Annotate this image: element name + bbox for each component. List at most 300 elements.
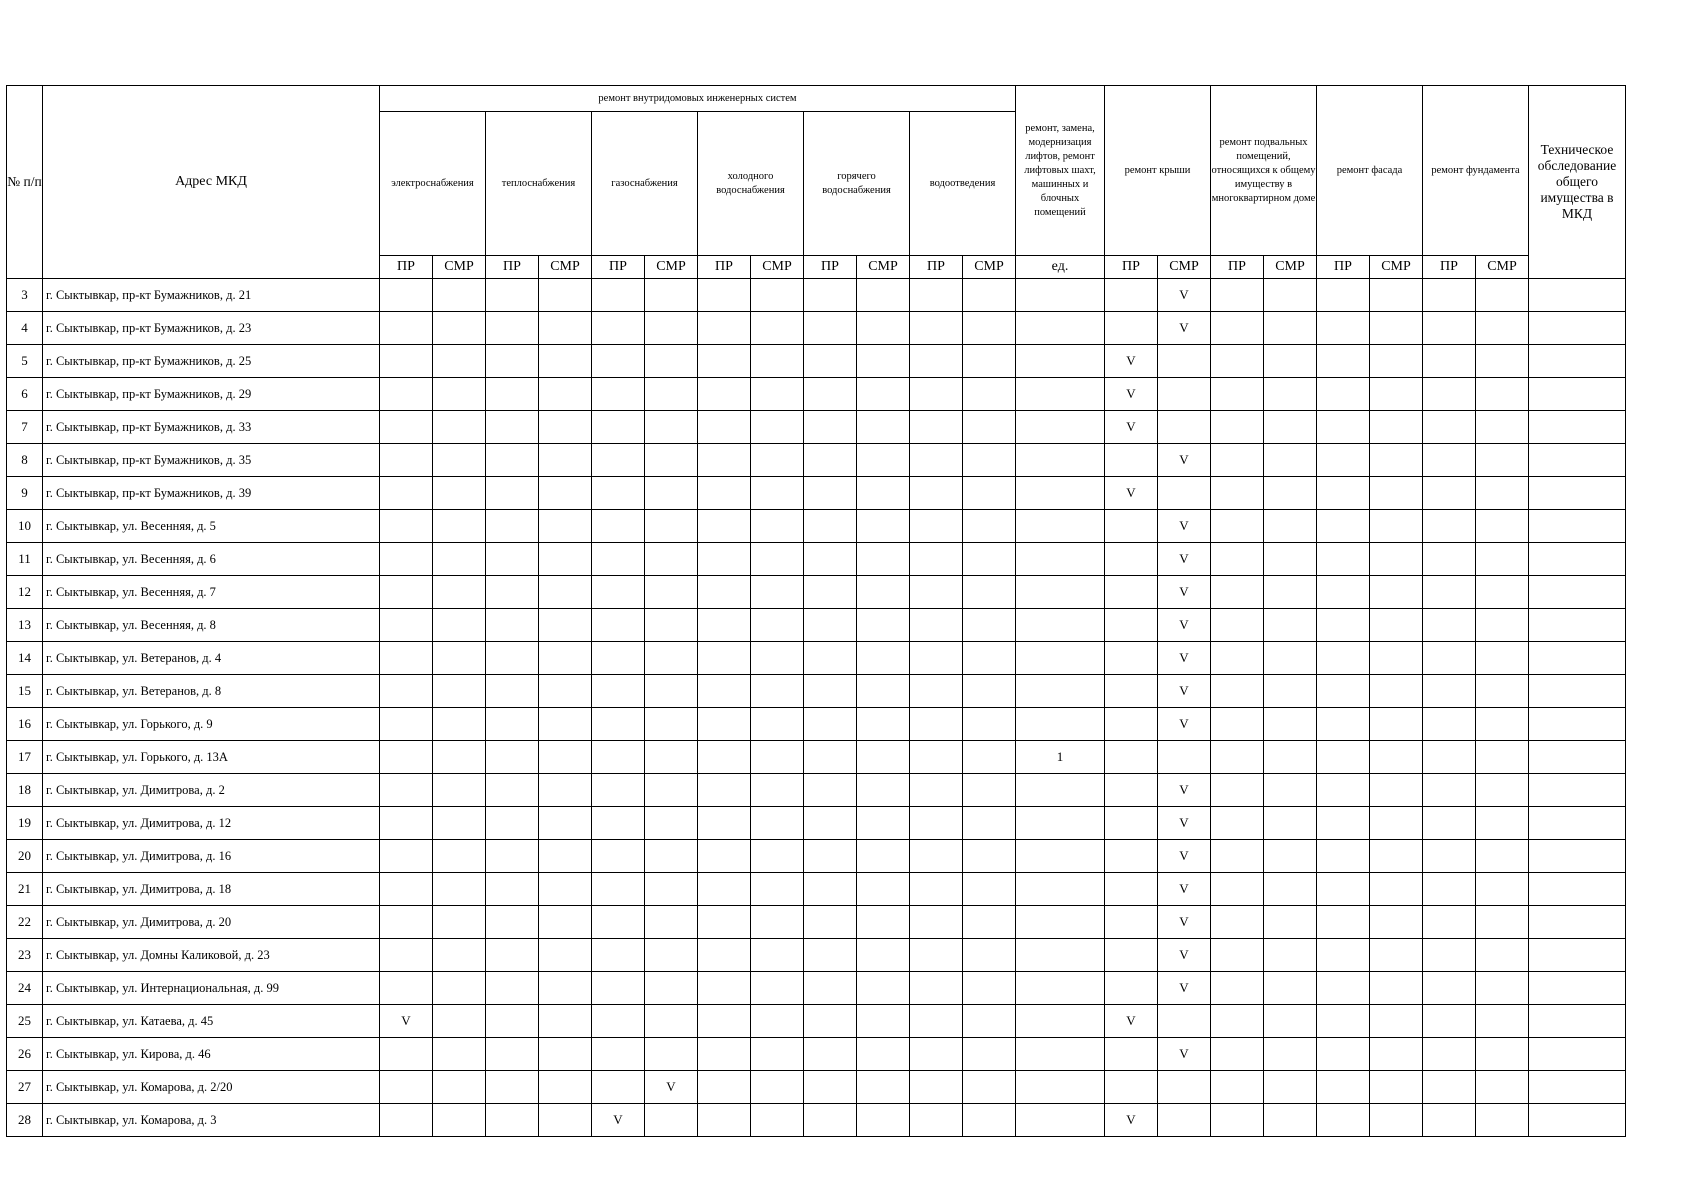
- empty-cell: [1423, 807, 1476, 840]
- empty-cell: [1264, 741, 1317, 774]
- pr-header: ПР: [910, 256, 963, 279]
- empty-cell: [1211, 708, 1264, 741]
- empty-cell: [804, 576, 857, 609]
- table-row: [7, 906, 1626, 939]
- empty-cell: [1317, 1104, 1370, 1137]
- empty-cell: [1264, 972, 1317, 1005]
- empty-cell: [804, 312, 857, 345]
- empty-cell: [1016, 411, 1105, 444]
- row-number: 23: [7, 939, 43, 972]
- empty-cell: [1016, 1038, 1105, 1071]
- empty-cell: [910, 939, 963, 972]
- empty-cell: [645, 444, 698, 477]
- empty-cell: [1529, 1005, 1626, 1038]
- empty-cell: [645, 1005, 698, 1038]
- empty-cell: [910, 708, 963, 741]
- smr-header: СМР: [433, 256, 486, 279]
- empty-cell: [486, 807, 539, 840]
- empty-cell: [804, 741, 857, 774]
- empty-cell: [1211, 1038, 1264, 1071]
- empty-cell: [910, 609, 963, 642]
- empty-cell: [1016, 675, 1105, 708]
- empty-cell: [1105, 576, 1158, 609]
- empty-cell: [1476, 939, 1529, 972]
- empty-cell: [1370, 807, 1423, 840]
- system-header: электроснабжения: [380, 112, 486, 256]
- empty-cell: [592, 609, 645, 642]
- row-number: 15: [7, 675, 43, 708]
- empty-cell: [804, 345, 857, 378]
- empty-cell: [1211, 312, 1264, 345]
- empty-cell: [486, 708, 539, 741]
- empty-cell: [1264, 840, 1317, 873]
- empty-cell: [857, 642, 910, 675]
- table-row: [7, 1005, 1626, 1038]
- work-mark: V: [1105, 1005, 1158, 1038]
- empty-cell: [645, 873, 698, 906]
- empty-cell: [1211, 840, 1264, 873]
- empty-cell: [1476, 609, 1529, 642]
- system-header: теплоснабжения: [486, 112, 592, 256]
- repair-schedule-table: [6, 85, 1626, 1137]
- empty-cell: [698, 972, 751, 1005]
- empty-cell: [910, 675, 963, 708]
- empty-cell: [1264, 873, 1317, 906]
- empty-cell: [645, 1038, 698, 1071]
- empty-cell: [592, 477, 645, 510]
- empty-cell: [645, 708, 698, 741]
- empty-cell: [1370, 279, 1423, 312]
- empty-cell: [1158, 1071, 1211, 1104]
- empty-cell: [539, 576, 592, 609]
- empty-cell: [1476, 510, 1529, 543]
- empty-cell: [804, 411, 857, 444]
- empty-cell: [1370, 510, 1423, 543]
- empty-cell: [963, 444, 1016, 477]
- pr-header: ПР: [1105, 256, 1158, 279]
- inspection-header: Техническое обследование общего имущества в МКД: [1529, 86, 1626, 279]
- empty-cell: [1264, 444, 1317, 477]
- empty-cell: [592, 972, 645, 1005]
- empty-cell: [1211, 477, 1264, 510]
- empty-cell: [1317, 675, 1370, 708]
- empty-cell: [539, 1038, 592, 1071]
- row-address: г. Сыктывкар, ул. Весенняя, д. 6: [43, 543, 380, 576]
- empty-cell: [857, 444, 910, 477]
- empty-cell: [645, 840, 698, 873]
- empty-cell: [433, 774, 486, 807]
- empty-cell: [698, 609, 751, 642]
- empty-cell: [645, 510, 698, 543]
- table-row: [7, 576, 1626, 609]
- empty-cell: [1105, 840, 1158, 873]
- empty-cell: [1423, 279, 1476, 312]
- empty-cell: [380, 411, 433, 444]
- empty-cell: [1476, 543, 1529, 576]
- empty-cell: [1158, 378, 1211, 411]
- unit-header: ед.: [1016, 256, 1105, 279]
- row-address: г. Сыктывкар, ул. Димитрова, д. 2: [43, 774, 380, 807]
- empty-cell: [1264, 708, 1317, 741]
- row-number: 18: [7, 774, 43, 807]
- work-mark: V: [1105, 345, 1158, 378]
- empty-cell: [592, 378, 645, 411]
- empty-cell: [910, 411, 963, 444]
- empty-cell: [1370, 774, 1423, 807]
- empty-cell: [433, 708, 486, 741]
- empty-cell: [963, 675, 1016, 708]
- empty-cell: [380, 840, 433, 873]
- empty-cell: [857, 939, 910, 972]
- empty-cell: [1105, 642, 1158, 675]
- empty-cell: [1105, 873, 1158, 906]
- empty-cell: [1264, 807, 1317, 840]
- empty-cell: [698, 1104, 751, 1137]
- empty-cell: [1370, 543, 1423, 576]
- empty-cell: [1476, 345, 1529, 378]
- empty-cell: [1016, 279, 1105, 312]
- row-address: г. Сыктывкар, ул. Димитрова, д. 16: [43, 840, 380, 873]
- empty-cell: [963, 939, 1016, 972]
- row-address: г. Сыктывкар, ул. Весенняя, д. 8: [43, 609, 380, 642]
- empty-cell: [698, 444, 751, 477]
- empty-cell: [910, 576, 963, 609]
- empty-cell: [1211, 609, 1264, 642]
- empty-cell: [1211, 444, 1264, 477]
- empty-cell: [804, 543, 857, 576]
- empty-cell: [433, 345, 486, 378]
- empty-cell: [1317, 609, 1370, 642]
- empty-cell: [751, 774, 804, 807]
- empty-cell: [804, 1071, 857, 1104]
- empty-cell: [751, 906, 804, 939]
- empty-cell: [380, 972, 433, 1005]
- empty-cell: [698, 708, 751, 741]
- empty-cell: [698, 576, 751, 609]
- empty-cell: [433, 675, 486, 708]
- empty-cell: [1529, 1071, 1626, 1104]
- empty-cell: [698, 510, 751, 543]
- empty-cell: [910, 873, 963, 906]
- empty-cell: [1370, 906, 1423, 939]
- empty-cell: [1317, 741, 1370, 774]
- empty-cell: [804, 939, 857, 972]
- empty-cell: [1370, 939, 1423, 972]
- empty-cell: [963, 279, 1016, 312]
- empty-cell: [645, 1104, 698, 1137]
- pr-header: ПР: [1317, 256, 1370, 279]
- row-address: г. Сыктывкар, ул. Весенняя, д. 5: [43, 510, 380, 543]
- empty-cell: [433, 477, 486, 510]
- empty-cell: [963, 774, 1016, 807]
- empty-cell: [963, 873, 1016, 906]
- empty-cell: [592, 576, 645, 609]
- empty-cell: [1529, 345, 1626, 378]
- empty-cell: [1264, 939, 1317, 972]
- work-mark: V: [1158, 807, 1211, 840]
- empty-cell: [1105, 1071, 1158, 1104]
- empty-cell: [1317, 1071, 1370, 1104]
- empty-cell: [1370, 378, 1423, 411]
- empty-cell: [1317, 807, 1370, 840]
- empty-cell: [1423, 411, 1476, 444]
- empty-cell: [380, 708, 433, 741]
- work-mark: V: [1158, 609, 1211, 642]
- work-mark: V: [1158, 543, 1211, 576]
- empty-cell: [1423, 312, 1476, 345]
- work-mark: V: [645, 1071, 698, 1104]
- pr-header: ПР: [804, 256, 857, 279]
- empty-cell: [1476, 807, 1529, 840]
- empty-cell: [698, 543, 751, 576]
- empty-cell: [963, 411, 1016, 444]
- empty-cell: [1423, 1071, 1476, 1104]
- empty-cell: [1264, 774, 1317, 807]
- empty-cell: [698, 741, 751, 774]
- empty-cell: [486, 642, 539, 675]
- empty-cell: [1264, 675, 1317, 708]
- basement-header: ремонт подвальных помещений, относящихся к общему имуществу в многоквартирном доме: [1211, 86, 1317, 256]
- empty-cell: [1264, 411, 1317, 444]
- empty-cell: [1529, 1104, 1626, 1137]
- empty-cell: [1476, 774, 1529, 807]
- empty-cell: [539, 675, 592, 708]
- empty-cell: [1423, 1005, 1476, 1038]
- empty-cell: [1317, 972, 1370, 1005]
- row-number: 3: [7, 279, 43, 312]
- empty-cell: [1211, 543, 1264, 576]
- work-mark: V: [1158, 312, 1211, 345]
- empty-cell: [1317, 576, 1370, 609]
- empty-cell: [1105, 675, 1158, 708]
- empty-cell: [1211, 939, 1264, 972]
- empty-cell: [1016, 345, 1105, 378]
- empty-cell: [539, 510, 592, 543]
- empty-cell: [592, 1005, 645, 1038]
- empty-cell: [592, 444, 645, 477]
- row-address: г. Сыктывкар, ул. Кирова, д. 46: [43, 1038, 380, 1071]
- empty-cell: [380, 543, 433, 576]
- empty-cell: [857, 741, 910, 774]
- empty-cell: [751, 411, 804, 444]
- empty-cell: [592, 642, 645, 675]
- empty-cell: [1423, 840, 1476, 873]
- engineering-group-header: ремонт внутридомовых инженерных систем: [380, 86, 1016, 112]
- empty-cell: [1016, 1071, 1105, 1104]
- empty-cell: [1476, 1104, 1529, 1137]
- empty-cell: [963, 576, 1016, 609]
- empty-cell: [539, 1104, 592, 1137]
- empty-cell: [539, 411, 592, 444]
- empty-cell: [1016, 939, 1105, 972]
- empty-cell: [698, 906, 751, 939]
- empty-cell: [433, 444, 486, 477]
- empty-cell: [1016, 609, 1105, 642]
- empty-cell: [751, 378, 804, 411]
- empty-cell: [645, 906, 698, 939]
- empty-cell: [1370, 1104, 1423, 1137]
- empty-cell: [1105, 1038, 1158, 1071]
- empty-cell: [1423, 345, 1476, 378]
- empty-cell: [857, 411, 910, 444]
- empty-cell: [380, 279, 433, 312]
- empty-cell: [486, 972, 539, 1005]
- empty-cell: [433, 1071, 486, 1104]
- empty-cell: [910, 510, 963, 543]
- smr-header: СМР: [857, 256, 910, 279]
- table-row: [7, 345, 1626, 378]
- empty-cell: [1423, 510, 1476, 543]
- work-mark: V: [1158, 840, 1211, 873]
- empty-cell: [592, 675, 645, 708]
- empty-cell: [592, 873, 645, 906]
- empty-cell: [1105, 906, 1158, 939]
- empty-cell: [592, 840, 645, 873]
- empty-cell: [1476, 279, 1529, 312]
- empty-cell: [1317, 840, 1370, 873]
- empty-cell: [1370, 708, 1423, 741]
- empty-cell: [1016, 807, 1105, 840]
- empty-cell: [1264, 543, 1317, 576]
- empty-cell: [1105, 774, 1158, 807]
- empty-cell: [1016, 576, 1105, 609]
- empty-cell: [963, 378, 1016, 411]
- empty-cell: [910, 642, 963, 675]
- empty-cell: [804, 609, 857, 642]
- empty-cell: [380, 642, 433, 675]
- empty-cell: [857, 510, 910, 543]
- empty-cell: [1211, 807, 1264, 840]
- empty-cell: [857, 477, 910, 510]
- empty-cell: [1529, 873, 1626, 906]
- row-number: 19: [7, 807, 43, 840]
- smr-header: СМР: [1476, 256, 1529, 279]
- empty-cell: [857, 345, 910, 378]
- empty-cell: [963, 1038, 1016, 1071]
- work-mark: V: [1158, 642, 1211, 675]
- row-number: 5: [7, 345, 43, 378]
- table-row: [7, 609, 1626, 642]
- empty-cell: [539, 345, 592, 378]
- foundation-header: ремонт фундамента: [1423, 86, 1529, 256]
- empty-cell: [645, 939, 698, 972]
- empty-cell: [380, 1038, 433, 1071]
- empty-cell: [1211, 378, 1264, 411]
- table-row: [7, 741, 1626, 774]
- pr-header: ПР: [486, 256, 539, 279]
- empty-cell: [910, 1005, 963, 1038]
- empty-cell: [433, 312, 486, 345]
- empty-cell: [1158, 1005, 1211, 1038]
- empty-cell: [1317, 1038, 1370, 1071]
- row-number: 6: [7, 378, 43, 411]
- empty-cell: [1476, 1038, 1529, 1071]
- empty-cell: [1476, 444, 1529, 477]
- row-address: г. Сыктывкар, пр-кт Бумажников, д. 39: [43, 477, 380, 510]
- system-header: газоснабжения: [592, 112, 698, 256]
- empty-cell: [645, 675, 698, 708]
- empty-cell: [1370, 1071, 1423, 1104]
- empty-cell: [1105, 939, 1158, 972]
- row-address: г. Сыктывкар, ул. Интернациональная, д. 99: [43, 972, 380, 1005]
- empty-cell: [751, 609, 804, 642]
- empty-cell: [645, 609, 698, 642]
- table-row: [7, 444, 1626, 477]
- empty-cell: [1211, 411, 1264, 444]
- empty-cell: [1264, 1104, 1317, 1137]
- row-address: г. Сыктывкар, ул. Ветеранов, д. 4: [43, 642, 380, 675]
- empty-cell: [857, 576, 910, 609]
- empty-cell: [963, 543, 1016, 576]
- empty-cell: [804, 444, 857, 477]
- empty-cell: [1264, 312, 1317, 345]
- empty-cell: [645, 378, 698, 411]
- work-mark: V: [380, 1005, 433, 1038]
- empty-cell: [910, 1038, 963, 1071]
- empty-cell: [1423, 1038, 1476, 1071]
- empty-cell: [1317, 279, 1370, 312]
- empty-cell: [592, 939, 645, 972]
- table-row: [7, 1104, 1626, 1137]
- empty-cell: [645, 972, 698, 1005]
- empty-cell: [698, 279, 751, 312]
- table-row: [7, 378, 1626, 411]
- empty-cell: [592, 510, 645, 543]
- empty-cell: [1016, 642, 1105, 675]
- empty-cell: [963, 510, 1016, 543]
- table-body: [7, 279, 1626, 1137]
- table-row: [7, 675, 1626, 708]
- row-number: 24: [7, 972, 43, 1005]
- empty-cell: [380, 873, 433, 906]
- empty-cell: [1423, 972, 1476, 1005]
- empty-cell: [1423, 774, 1476, 807]
- empty-cell: [486, 1104, 539, 1137]
- row-number: 8: [7, 444, 43, 477]
- empty-cell: [592, 345, 645, 378]
- row-address: г. Сыктывкар, ул. Димитрова, д. 12: [43, 807, 380, 840]
- empty-cell: [910, 345, 963, 378]
- empty-cell: [539, 543, 592, 576]
- empty-cell: [1105, 312, 1158, 345]
- empty-cell: [486, 675, 539, 708]
- work-mark: V: [1158, 939, 1211, 972]
- empty-cell: [1529, 840, 1626, 873]
- empty-cell: [539, 972, 592, 1005]
- empty-cell: [804, 477, 857, 510]
- empty-cell: [433, 972, 486, 1005]
- empty-cell: [645, 774, 698, 807]
- empty-cell: [857, 543, 910, 576]
- empty-cell: [804, 708, 857, 741]
- empty-cell: [910, 1104, 963, 1137]
- empty-cell: [1529, 378, 1626, 411]
- empty-cell: [1423, 378, 1476, 411]
- empty-cell: [751, 510, 804, 543]
- work-mark: V: [1158, 906, 1211, 939]
- row-address: г. Сыктывкар, пр-кт Бумажников, д. 21: [43, 279, 380, 312]
- table-row: [7, 939, 1626, 972]
- empty-cell: [592, 543, 645, 576]
- row-address: г. Сыктывкар, ул. Димитрова, д. 20: [43, 906, 380, 939]
- row-address: г. Сыктывкар, ул. Ветеранов, д. 8: [43, 675, 380, 708]
- empty-cell: [1423, 477, 1476, 510]
- empty-cell: [1423, 543, 1476, 576]
- empty-cell: [380, 675, 433, 708]
- empty-cell: [751, 939, 804, 972]
- empty-cell: [433, 510, 486, 543]
- empty-cell: [963, 972, 1016, 1005]
